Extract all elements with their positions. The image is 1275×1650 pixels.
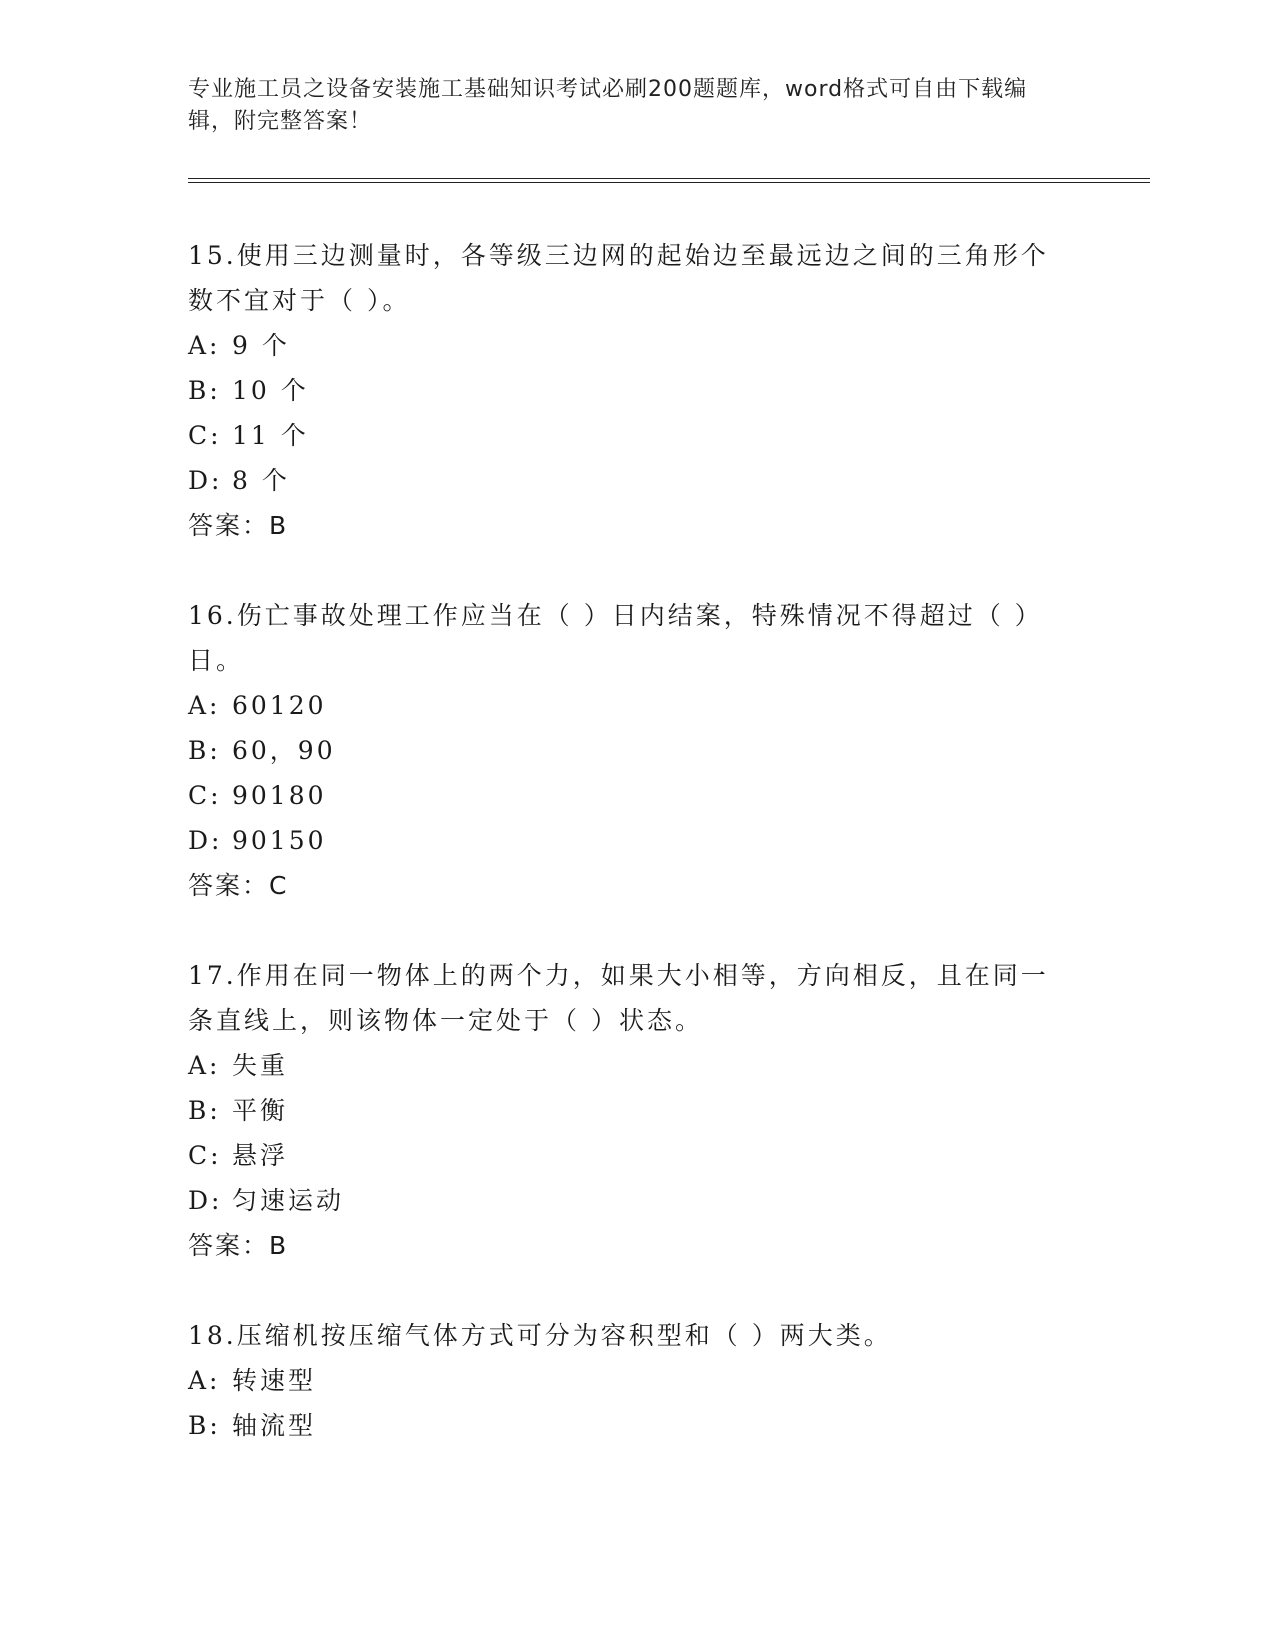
option-a [188, 1043, 1068, 1088]
option-b [188, 728, 1068, 773]
answer-line: 答案：B [188, 511, 289, 540]
option-key: B: [188, 1411, 221, 1440]
option-text: 转速型 [232, 1366, 317, 1395]
option-a [188, 683, 1068, 728]
option-text: 60120 [232, 691, 327, 720]
option-text: 失重 [232, 1051, 289, 1080]
header-divider-top [188, 178, 1150, 179]
option-b [188, 368, 1068, 413]
answer-line: 答案：B [188, 1231, 289, 1260]
option-key: D: [188, 466, 223, 495]
option-d [188, 1178, 1068, 1223]
option-c [188, 1133, 1068, 1178]
option-b [188, 1403, 1068, 1448]
option-key: B: [188, 1096, 221, 1125]
option-key: C: [188, 1141, 222, 1170]
option-a [188, 323, 1068, 368]
option-text: 60，90 [232, 736, 336, 765]
option-key: B: [188, 376, 221, 405]
answer-line: 答案：C [188, 871, 289, 900]
option-text: 90180 [232, 781, 327, 810]
option-key: A: [188, 691, 221, 720]
option-d [188, 818, 1068, 863]
option-d [188, 458, 1068, 503]
option-text: 轴流型 [232, 1411, 317, 1440]
option-c [188, 773, 1068, 818]
question-stem: 16.伤亡事故处理工作应当在（ ）日内结案，特殊情况不得超过（ ）日。 [188, 601, 1043, 675]
question-list [188, 233, 1068, 1493]
option-key: D: [188, 1186, 223, 1215]
question-16 [188, 593, 1068, 908]
option-text: 90150 [232, 826, 327, 855]
header-divider-bottom [188, 182, 1150, 183]
option-key: B: [188, 736, 221, 765]
option-text: 平衡 [232, 1096, 289, 1125]
option-key: A: [188, 1366, 221, 1395]
option-key: A: [188, 331, 221, 360]
option-text: 悬浮 [232, 1141, 289, 1170]
document-header: 专业施工员之设备安装施工基础知识考试必刷200题题库，word格式可自由下载编辑，附完整答案！ [188, 77, 1028, 134]
option-key: C: [188, 421, 222, 450]
option-c [188, 413, 1068, 458]
question-18 [188, 1313, 1068, 1448]
option-key: C: [188, 781, 222, 810]
option-text: 匀速运动 [232, 1186, 345, 1215]
option-key: D: [188, 826, 223, 855]
option-text: 8 个 [232, 466, 290, 495]
question-17 [188, 953, 1068, 1268]
option-text: 11 个 [232, 421, 309, 450]
question-stem: 17.作用在同一物体上的两个力，如果大小相等，方向相反，且在同一条直线上，则该物体一定处于（ ）状态。 [188, 961, 1049, 1035]
question-15 [188, 233, 1068, 548]
option-text: 9 个 [232, 331, 290, 360]
option-text: 10 个 [232, 376, 309, 405]
question-stem: 18.压缩机按压缩气体方式可分为容积型和（ ）两大类。 [188, 1321, 892, 1350]
question-stem: 15.使用三边测量时，各等级三边网的起始边至最远边之间的三角形个数不宜对于（ ）。 [188, 241, 1049, 315]
option-b [188, 1088, 1068, 1133]
option-key: A: [188, 1051, 221, 1080]
option-a [188, 1358, 1068, 1403]
